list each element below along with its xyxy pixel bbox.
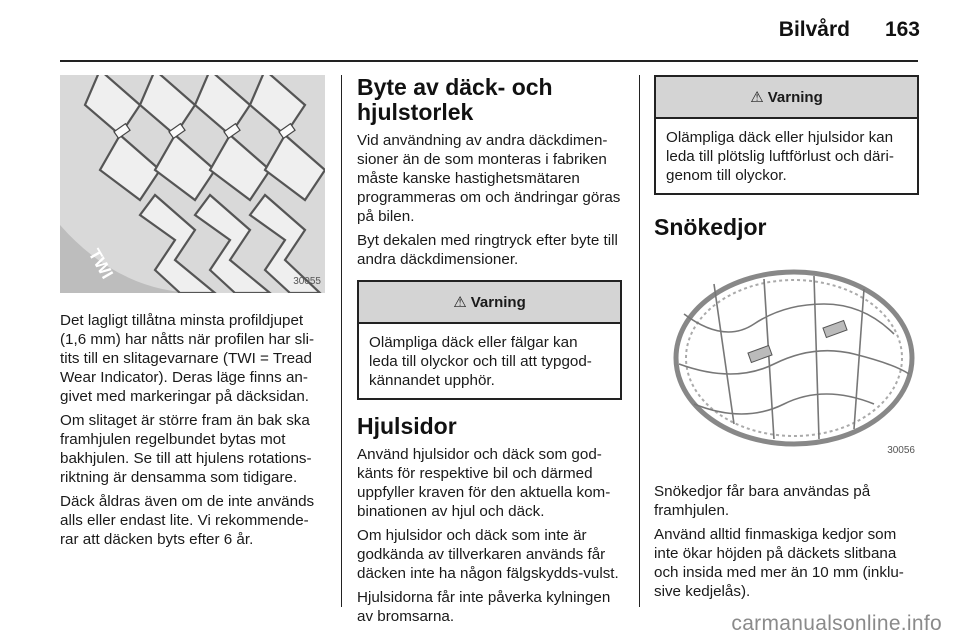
paragraph: Hjulsidorna får inte påverka kylningen av bromsarna.	[357, 589, 611, 625]
tire-tread-figure	[60, 75, 325, 293]
page-header	[0, 0, 960, 60]
paragraph: Om slitaget är större fram än bak ska framhjulen regelbundet bytas mot bakhjulen. Se till att hjulens rotations-riktning är densamma som tidigare.	[60, 412, 312, 486]
warning-header	[359, 282, 620, 324]
warning-text: Olämpliga däck eller fälgar kan leda till olyckor och till att typgod-kännandet upphör.	[369, 334, 592, 389]
tire-tread-illustration	[60, 75, 325, 293]
section-heading: Hjulsidor	[357, 413, 457, 439]
section-title: Bilvård	[778, 18, 850, 41]
column-divider	[639, 75, 640, 607]
paragraph: Däck åldras även om de inte används alls eller endast lite. Vi rekommende-rar att däcken byts efter 6 år.	[60, 493, 315, 548]
section-heading: Byte av däck- och hjulstorlek	[357, 74, 553, 125]
paragraph: Använd hjulsidor och däck som god-känts för respektive bil och därmed uppfyller kraven för den aktuella kom-binationen av hjul och däck.	[357, 446, 611, 520]
column-divider	[341, 75, 342, 607]
figure-code: 30056	[887, 445, 915, 456]
watermark: carmanualsonline.info	[731, 612, 942, 635]
paragraph: Snökedjor får bara användas på framhjulen.	[654, 483, 871, 519]
page-number: 163	[884, 18, 920, 41]
column-3	[654, 75, 919, 606]
paragraph: Byt dekalen med ringtryck efter byte till andra däckdimensioner.	[357, 232, 618, 268]
warning-box	[654, 75, 919, 195]
warning-triangle-icon: ⚠	[750, 88, 764, 106]
paragraph: Om hjulsidor och däck som inte är godkända av tillverkaren används får däcken inte ha någon fälgskydds-vulst.	[357, 527, 619, 582]
column-1	[60, 75, 325, 554]
paragraph: Använd alltid finmaskiga kedjor som inte ökar höjden på däckets slitbana och insida med mer än 10 mm (inklu-sive kedjelås).	[654, 526, 904, 600]
warning-title: Varning	[470, 293, 526, 311]
snow-chain-illustration	[654, 254, 919, 462]
figure-code: 30055	[293, 276, 321, 287]
snow-chain-figure	[654, 254, 919, 462]
warning-box	[357, 280, 622, 400]
header-divider	[60, 60, 918, 62]
warning-header	[656, 77, 917, 119]
warning-title: Varning	[767, 88, 823, 106]
paragraph: Det lagligt tillåtna minsta profildjupet (1,6 mm) har nåtts när profilen har sli-tits till en slitagevarnare (TWI = Tread Wear Indicator). Deras läge finns an-givet med markeringar på däcksidan.	[60, 312, 315, 405]
warning-text: Olämpliga däck eller hjulsidor kan leda till plötslig luftförlust och däri-genom till olyckor.	[666, 129, 894, 184]
column-2	[357, 75, 622, 631]
section-heading: Snökedjor	[654, 214, 767, 240]
warning-triangle-icon: ⚠	[453, 293, 467, 311]
tire-twi-label: TWI	[84, 245, 117, 283]
paragraph: Vid användning av andra däckdimen-sioner än de som monteras i fabriken måste kanske hastighetsmätaren programmeras om och ändringar göras på bilen.	[357, 132, 621, 225]
